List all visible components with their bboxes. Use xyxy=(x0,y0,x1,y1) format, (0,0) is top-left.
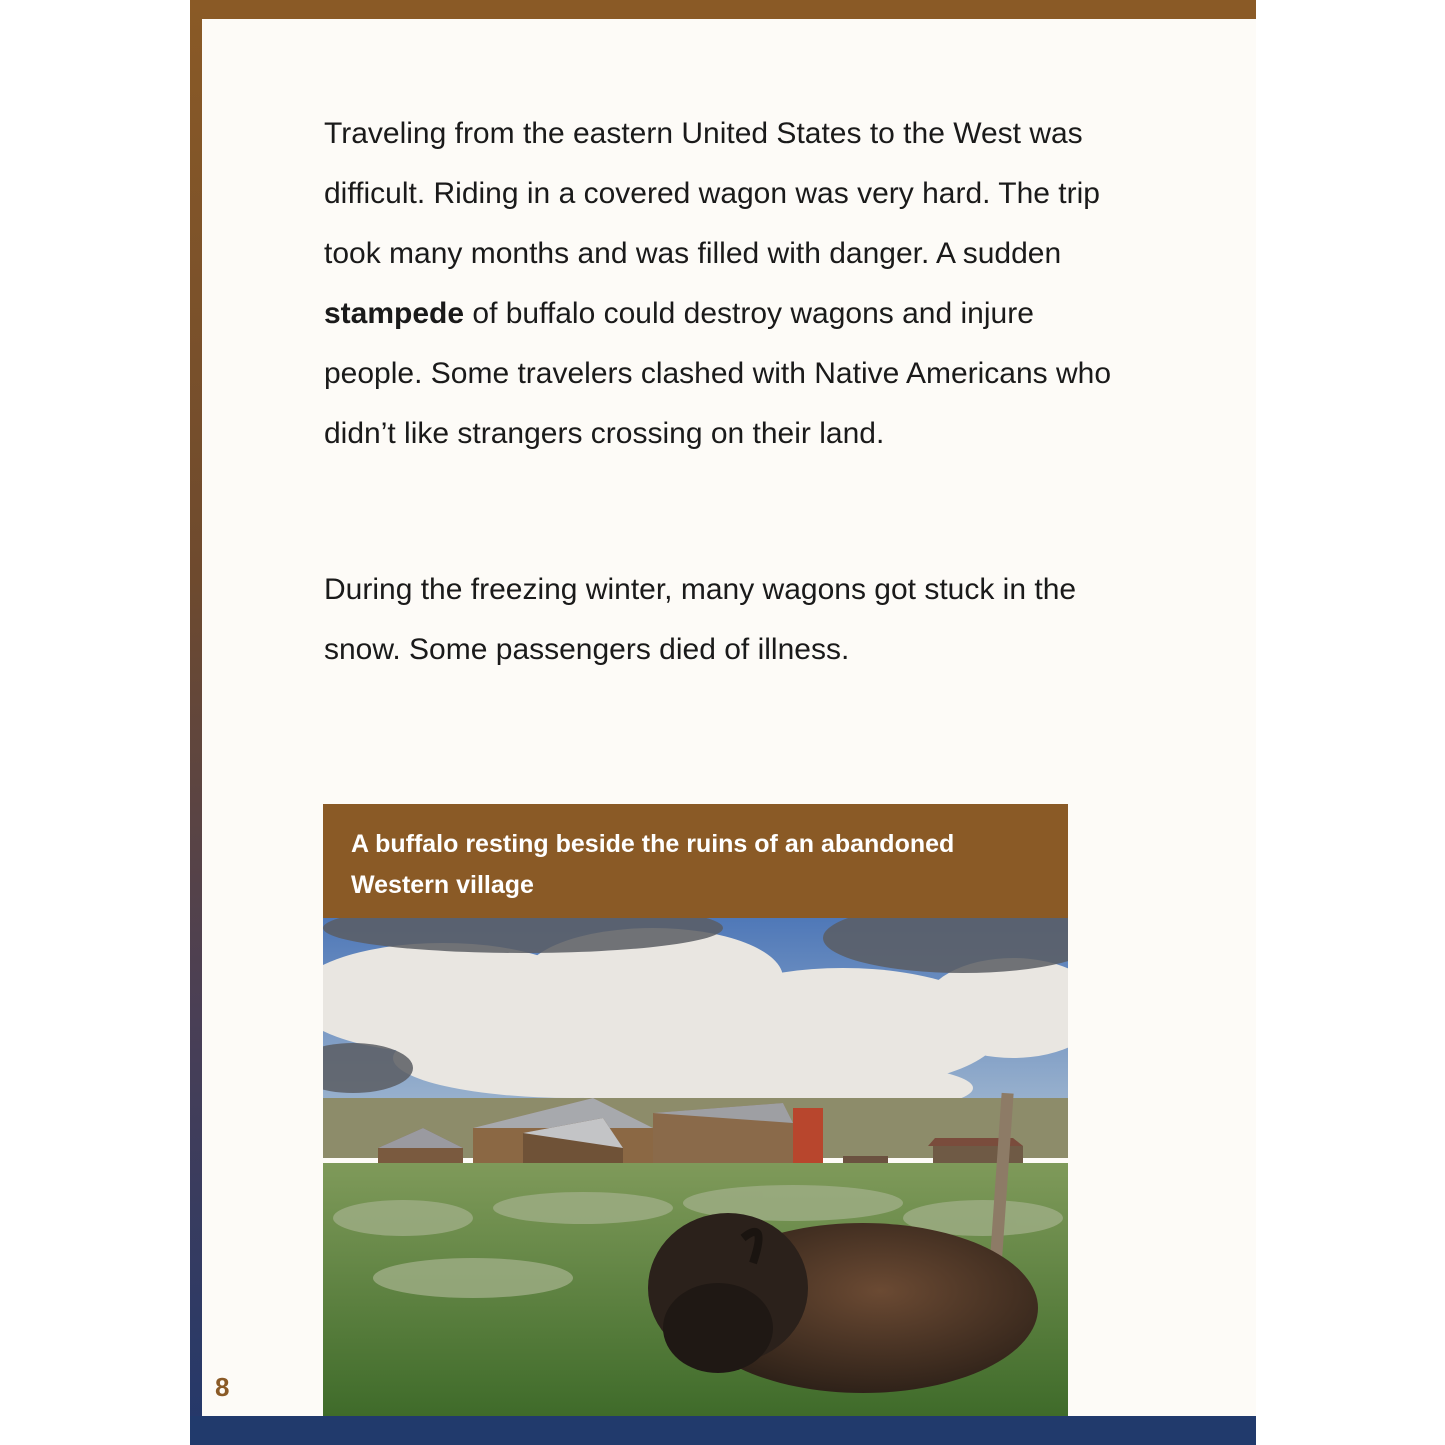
page-number: 8 xyxy=(215,1372,230,1402)
body-paragraph-1 xyxy=(324,104,1124,464)
body-paragraph-2: During the freezing winter, many wagons got stuck in the snow. Some passengers died of illness. xyxy=(324,573,1077,666)
buffalo-village-illustration xyxy=(323,918,1068,1416)
top-border-bar xyxy=(190,0,1256,19)
photo-caption: A buffalo resting beside the ruins of an abandoned Western village xyxy=(351,830,955,899)
buffalo-village-photo xyxy=(323,918,1068,1416)
vocabulary-word-stampede: stampede xyxy=(324,297,465,330)
paragraph-1-text-end: of buffalo could destroy wagons and injure people. Some travelers clashed with Native Americans who didn’t like strangers crossing on their land. xyxy=(324,297,1112,450)
bottom-border-bar xyxy=(190,1416,1256,1445)
left-border-bar xyxy=(190,0,202,1445)
paragraph-1-text-start: Traveling from the eastern United States to the West was difficult. Riding in a covered wagon was very hard. The trip took many months and was filled with danger. A sudden xyxy=(324,117,1100,270)
photo-caption-box xyxy=(323,804,1068,918)
